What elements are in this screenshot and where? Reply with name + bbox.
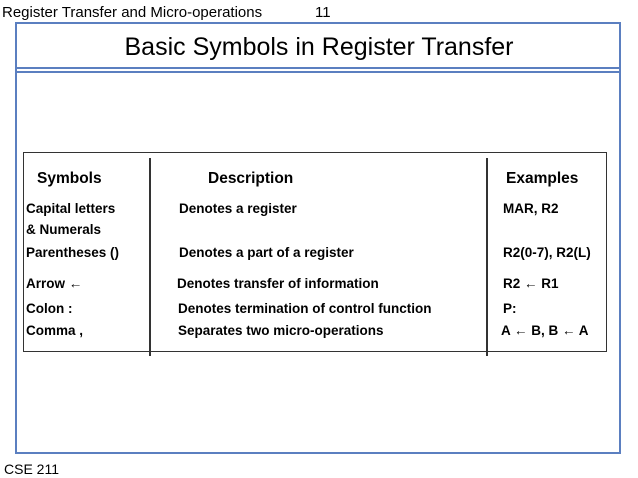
chapter-title: Register Transfer and Micro-operations xyxy=(2,4,263,21)
column-divider-2 xyxy=(486,158,488,356)
slide-title: Basic Symbols in Register Transfer xyxy=(124,33,514,61)
table-cell-example: A ← B, B ← A xyxy=(501,323,589,338)
table-cell-symbol: Capital letters xyxy=(26,201,116,216)
table-cell-symbol: Comma , xyxy=(26,323,84,338)
table-cell-symbol: Parentheses () xyxy=(26,245,120,260)
table-cell-description: Denotes transfer of information xyxy=(177,276,379,291)
title-rule-upper xyxy=(17,67,619,69)
table-cell-description: Separates two micro-operations xyxy=(178,323,384,338)
table-cell-example: MAR, R2 xyxy=(503,201,559,216)
column-divider-1 xyxy=(149,158,151,356)
table-cell-symbol: Arrow ← xyxy=(26,276,83,291)
table-cell-example: R2(0-7), R2(L) xyxy=(503,245,591,260)
course-footer: CSE 211 xyxy=(4,461,59,477)
table-cell-example: P: xyxy=(503,301,517,316)
page-number: 11 xyxy=(315,4,331,21)
table-cell-description: Denotes termination of control function xyxy=(178,301,432,316)
table-cell-description: Denotes a register xyxy=(179,201,297,216)
column-header-description: Description xyxy=(208,170,294,187)
table-cell-symbol: Colon : xyxy=(26,301,73,316)
column-header-symbols: Symbols xyxy=(37,170,102,187)
title-rule-lower xyxy=(17,71,619,73)
table-cell-symbol: & Numerals xyxy=(26,222,102,237)
table-cell-description: Denotes a part of a register xyxy=(179,245,354,260)
table-cell-example: R2 ← R1 xyxy=(503,276,559,291)
column-header-examples: Examples xyxy=(506,170,579,187)
